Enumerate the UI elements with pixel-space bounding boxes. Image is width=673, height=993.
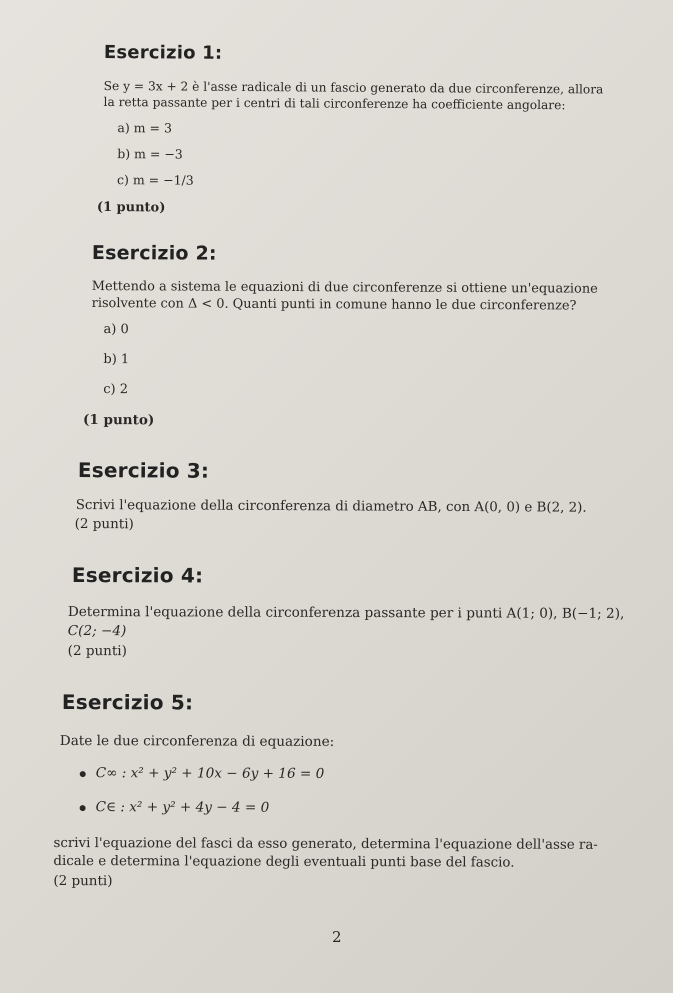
exercise-2-points: (1 punto): [83, 411, 155, 429]
exercise-5-equation-2-text: C∈ : x² + y² + 4y − 4 = 0: [95, 799, 270, 816]
exercise-4-text-line-1: Determina l'equazione della circonferenza passante per i punti A(1; 0), B(−1; 2),: [67, 603, 625, 622]
exercise-1-title: Esercizio 1:: [103, 42, 223, 64]
exercise-1-option-c: c) m = −1/3: [116, 172, 194, 188]
exercise-5-title: Esercizio 5:: [61, 690, 194, 715]
exercise-1: [96, 42, 604, 216]
exercise-2: [83, 242, 598, 429]
exercise-2-option-b: b) 1: [103, 352, 130, 368]
bullet-icon: [80, 771, 86, 777]
exercise-2-title: Esercizio 2:: [91, 242, 217, 265]
exercise-3-points: (2 punti): [74, 515, 134, 533]
exercise-5: [53, 690, 598, 890]
page-number: 2: [332, 928, 342, 946]
exercise-5-text-line-1: scrivi l'equazione del fasci da esso generato, determina l'equazione dell'asse ra-: [53, 835, 598, 853]
exercise-1-option-b: b) m = −3: [117, 146, 183, 162]
exercise-4-points: (2 punti): [67, 642, 127, 660]
exercise-1-text-line-2: la retta passante per i centri di tali circonferenze ha coefficiente angolare:: [103, 94, 566, 113]
exercise-3: [74, 458, 587, 533]
exercise-2-option-a: a) 0: [103, 322, 129, 338]
exercise-2-text-line-2: risolvente con Δ < 0. Quanti punti in comune hanno le due circonferenze?: [91, 295, 577, 314]
exercise-5-points: (2 punti): [53, 872, 113, 890]
exercise-5-equation-1-text: C∞ : x² + y² + 10x − 6y + 16 = 0: [95, 765, 325, 782]
bullet-icon: [80, 805, 86, 811]
exercise-3-text-line-1: Scrivi l'equazione della circonferenza di diametro AB, con A(0, 0) e B(2, 2).: [75, 497, 587, 516]
exercise-2-option-c: c) 2: [103, 382, 129, 398]
exercise-3-title: Esercizio 3:: [77, 458, 210, 483]
exercise-5-equation-2: [80, 800, 270, 816]
exercise-5-equation-1: [80, 766, 325, 782]
exercise-5-intro: Date le due circonferenza di equazione:: [59, 732, 335, 750]
exercise-4: [67, 563, 625, 660]
exercise-1-points: (1 punto): [96, 199, 166, 216]
exercise-1-text-line-1: Se y = 3x + 2 è l'asse radicale di un fascio generato da due circonferenze, allora: [103, 78, 604, 97]
exercise-4-text-line-2: C(2; −4): [67, 622, 127, 640]
exercise-4-title: Esercizio 4:: [71, 563, 204, 588]
exercise-2-text-line-1: Mettendo a sistema le equazioni di due circonferenze si ottiene un'equazione: [91, 278, 598, 297]
exercise-5-text-line-2: dicale e determina l'equazione degli eventuali punti base del fascio.: [53, 853, 515, 871]
exercise-1-option-a: a) m = 3: [117, 120, 172, 136]
